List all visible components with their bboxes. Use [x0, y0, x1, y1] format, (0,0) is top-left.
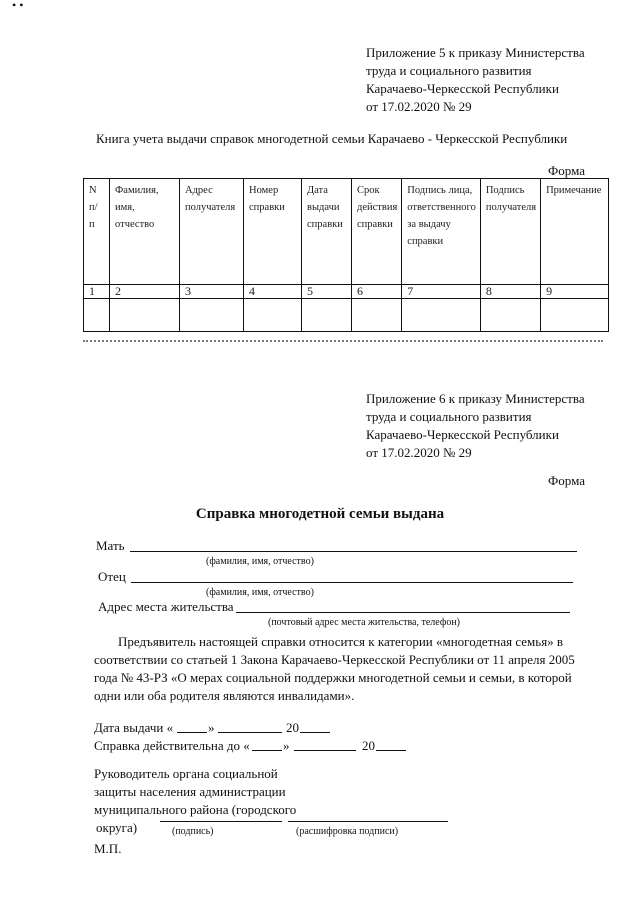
- header-cell: Примечание: [541, 179, 609, 285]
- issue-day-line: [177, 732, 207, 733]
- empty-cell: [352, 299, 402, 332]
- header-cell: Адрес получателя: [180, 179, 244, 285]
- head-line: Руководитель органа социальной: [94, 766, 278, 781]
- appendix-6-line: от 17.02.2020 № 29: [366, 445, 472, 460]
- signature-hint: (подпись): [172, 826, 214, 837]
- number-cell: 7: [402, 285, 481, 299]
- head-line: муниципального района (городского: [94, 802, 297, 817]
- issue-quote-close: »: [208, 720, 215, 735]
- appendix-5-header: [366, 44, 626, 116]
- header-cell: Дата выдачи справки: [302, 179, 352, 285]
- paragraph-line-1: Предъявитель настоящей справки относится к категории «многодетная семья» в: [118, 634, 564, 649]
- header-cell: Подпись лица, ответственного за выдачу справки: [402, 179, 481, 285]
- number-cell: 5: [302, 285, 352, 299]
- appendix-5-line: Приложение 5 к приказу Министерства: [366, 45, 585, 60]
- valid-month-line: [294, 750, 356, 751]
- issue-month-line: [218, 732, 282, 733]
- header-cell: N п/ п: [84, 179, 110, 285]
- father-hint: (фамилия, имя, отчество): [206, 587, 314, 598]
- appendix-6-header: [366, 390, 626, 462]
- register-table: [83, 178, 609, 332]
- father-label: Отец: [98, 569, 126, 584]
- number-cell: 9: [541, 285, 609, 299]
- issue-year-prefix: 20: [286, 720, 299, 735]
- father-line: [131, 582, 573, 583]
- paragraph-line-4: одни или оба родителя являются инвалидами».: [94, 688, 355, 703]
- decode-line: [288, 821, 448, 822]
- appendix-5-line: от 17.02.2020 № 29: [366, 99, 472, 114]
- number-cell: 4: [244, 285, 302, 299]
- empty-cell: [402, 299, 481, 332]
- address-hint: (почтовый адрес места жительства, телефон): [268, 617, 460, 628]
- empty-cell: [180, 299, 244, 332]
- register-form-label: Форма: [548, 163, 585, 178]
- paragraph-line-2: соответствии со статьей 1 Закона Карачаево-Черкесской Республики от 11 апреля 2005: [94, 652, 575, 667]
- number-cell: 3: [180, 285, 244, 299]
- decode-hint: (расшифровка подписи): [296, 826, 399, 837]
- header-cell: Подпись получателя: [480, 179, 540, 285]
- register-number-row: [84, 285, 609, 299]
- appendix-5-line: труда и социального развития: [366, 63, 532, 78]
- empty-cell: [244, 299, 302, 332]
- number-cell: 8: [480, 285, 540, 299]
- header-cell: Номер справки: [244, 179, 302, 285]
- mother-hint: (фамилия, имя, отчество): [206, 556, 314, 567]
- register-empty-row: [84, 299, 609, 332]
- paragraph-line-3: года № 43-РЗ «О мерах социальной поддержки многодетной семьи и семьи, в которой: [94, 670, 572, 685]
- address-line: [236, 612, 570, 613]
- valid-year-prefix: 20: [362, 738, 375, 753]
- issue-date-label: Дата выдачи «: [94, 720, 174, 735]
- head-line: округа): [96, 820, 138, 835]
- register-title: Книга учета выдачи справок многодетной семьи Карачаево - Черкесской Республики: [96, 131, 568, 146]
- certificate-form-label: Форма: [548, 473, 585, 488]
- valid-day-line: [252, 750, 282, 751]
- valid-quote-close: »: [283, 738, 290, 753]
- empty-cell: [541, 299, 609, 332]
- number-cell: 1: [84, 285, 110, 299]
- signature-line: [160, 821, 282, 822]
- number-cell: 6: [352, 285, 402, 299]
- empty-cell: [480, 299, 540, 332]
- mother-line: [130, 551, 577, 552]
- address-label: Адрес места жительства: [98, 599, 234, 614]
- header-cell: Срок действия справки: [352, 179, 402, 285]
- stamp-label: М.П.: [94, 841, 122, 856]
- appendix-6-line: Карачаево-Черкесской Республики: [366, 427, 559, 442]
- scan-artifact-line: [83, 340, 603, 342]
- appendix-5-line: Карачаево-Черкесской Республики: [366, 81, 559, 96]
- valid-until-label: Справка действительна до «: [94, 738, 250, 753]
- appendix-6-line: труда и социального развития: [366, 409, 532, 424]
- register-header-row: [84, 179, 609, 285]
- certificate-title: Справка многодетной семьи выдана: [195, 506, 445, 522]
- mother-label: Мать: [96, 538, 125, 553]
- empty-cell: [84, 299, 110, 332]
- number-cell: 2: [110, 285, 180, 299]
- head-line: защиты населения администрации: [94, 784, 286, 799]
- appendix-6-line: Приложение 6 к приказу Министерства: [366, 391, 585, 406]
- valid-year-line: [376, 750, 406, 751]
- empty-cell: [302, 299, 352, 332]
- header-cell: Фамилия, имя, отчество: [110, 179, 180, 285]
- scan-marks: • •: [12, 0, 24, 12]
- empty-cell: [110, 299, 180, 332]
- issue-year-line: [300, 732, 330, 733]
